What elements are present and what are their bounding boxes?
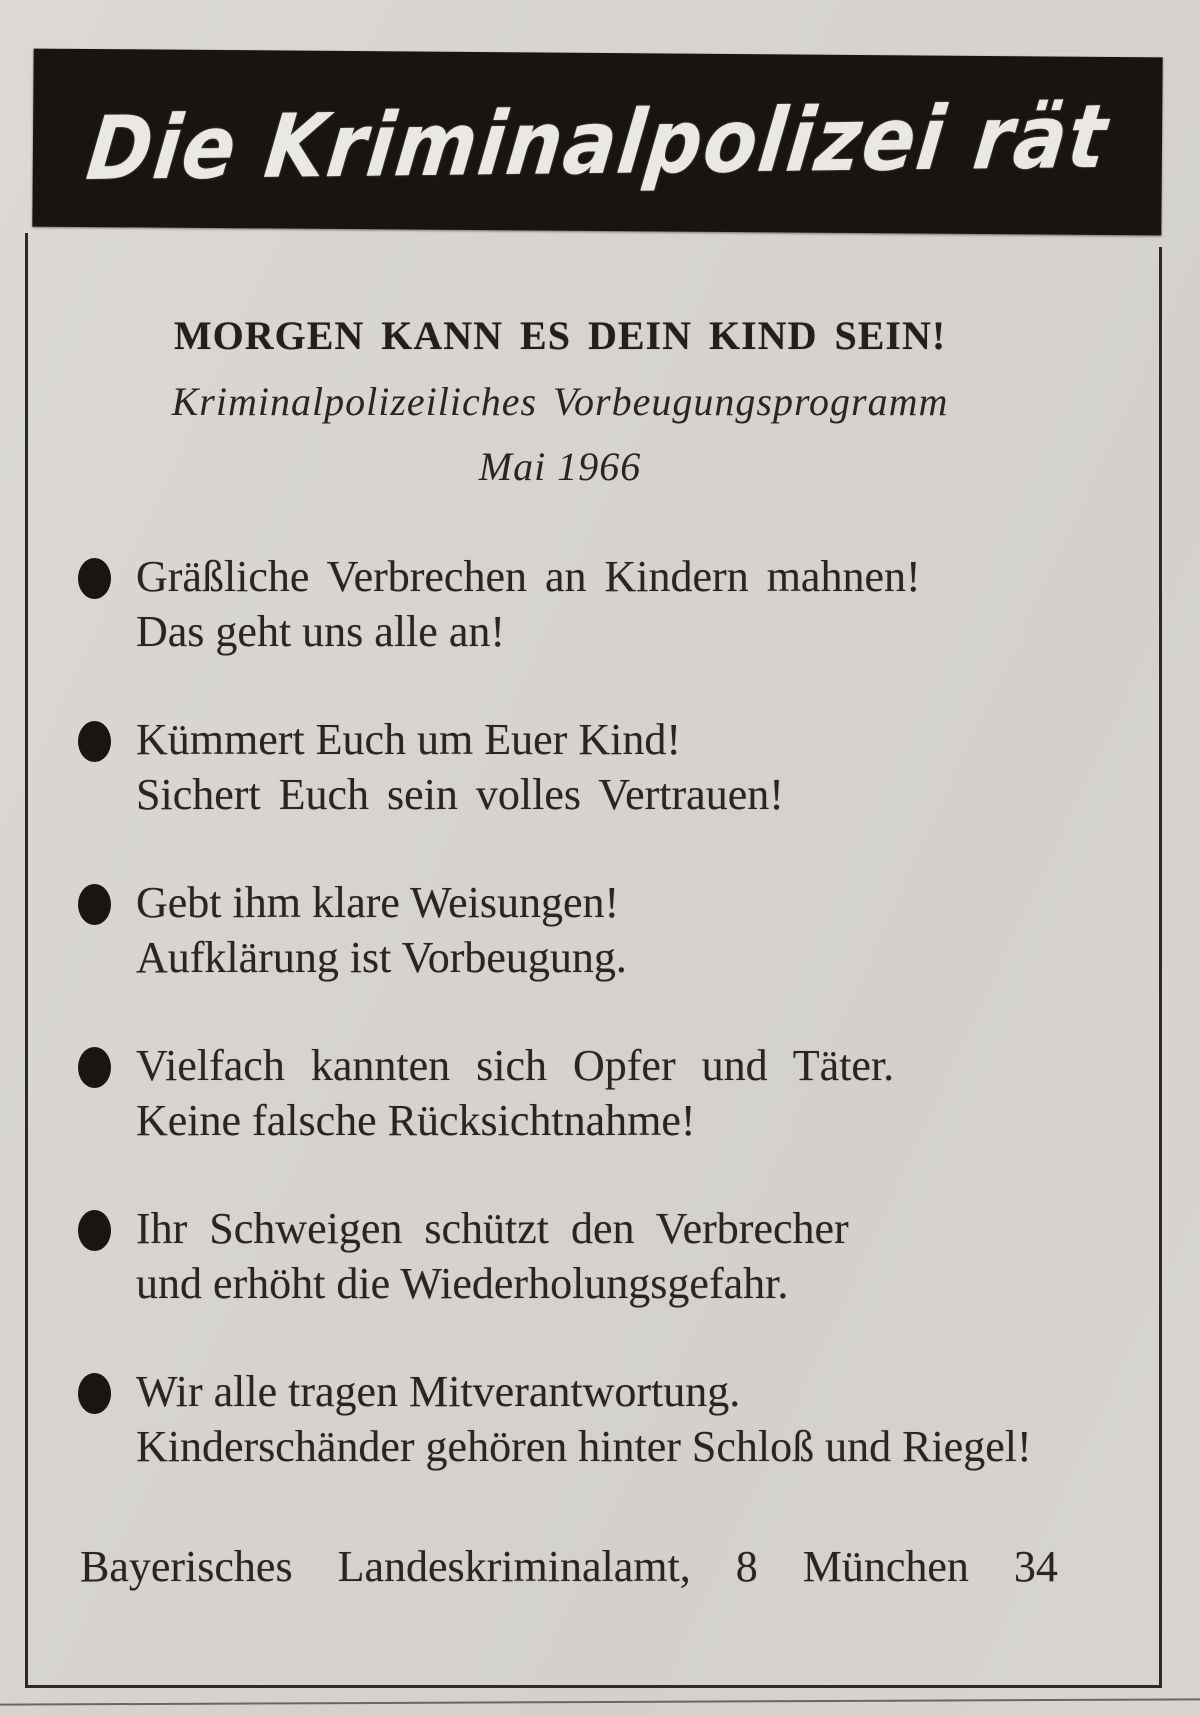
advice-line-1: Vielfach kannten sich Opfer und Täter.: [136, 1041, 895, 1090]
advice-line-2: Kinderschänder gehören hinter Schloß und Riegel!: [136, 1422, 1032, 1471]
frame-left-rule: [25, 233, 28, 1688]
list-item: [78, 1038, 1093, 1148]
advice-line-1: Ihr Schweigen schützt den Verbrecher: [136, 1204, 849, 1253]
list-item: [78, 1364, 1093, 1474]
title-banner: [32, 49, 1162, 236]
advice-line-1: Wir alle tragen Mitverantwortung.: [136, 1367, 741, 1416]
advice-list: [78, 549, 1093, 1527]
list-item: [78, 1201, 1093, 1311]
list-item: [78, 549, 1093, 659]
advice-line-1: Gebt ihm klare Weisungen!: [136, 878, 620, 927]
list-item: [78, 875, 1093, 985]
bullet-icon: [78, 1373, 111, 1414]
headline: MORGEN KANN ES DEIN KIND SEIN!: [173, 313, 947, 358]
advice-line-1: Gräßliche Verbrechen an Kindern mahnen!: [136, 552, 921, 601]
bullet-icon: [78, 721, 111, 762]
advice-line-2: Das geht uns alle an!: [136, 607, 505, 656]
date-line: Mai 1966: [478, 444, 642, 489]
advice-line-1: Kümmert Euch um Euer Kind!: [136, 715, 681, 764]
advice-line-2: Keine falsche Rücksichtnahme!: [136, 1096, 696, 1145]
page-bottom-edge: [0, 1698, 1200, 1705]
bullet-icon: [78, 1210, 111, 1251]
advice-line-2: und erhöht die Wiederholungsgefahr.: [136, 1259, 789, 1308]
banner-title: Die Kriminalpolizei rät: [81, 84, 1114, 200]
footer-imprint: Bayerisches Landeskriminalamt, 8 München 34: [80, 1542, 1058, 1591]
bullet-icon: [78, 1047, 111, 1088]
frame-right-rule: [1159, 247, 1162, 1688]
list-item: [78, 712, 1093, 822]
frame-bottom-rule: [25, 1685, 1162, 1688]
subtitle: Kriminalpolizeiliches Vorbeugungsprogramm: [171, 379, 949, 424]
advice-line-2: Aufklärung ist Vorbeugung.: [136, 933, 627, 982]
bullet-icon: [78, 884, 111, 925]
advice-line-2: Sichert Euch sein volles Vertrauen!: [136, 770, 784, 819]
bullet-icon: [78, 558, 111, 599]
